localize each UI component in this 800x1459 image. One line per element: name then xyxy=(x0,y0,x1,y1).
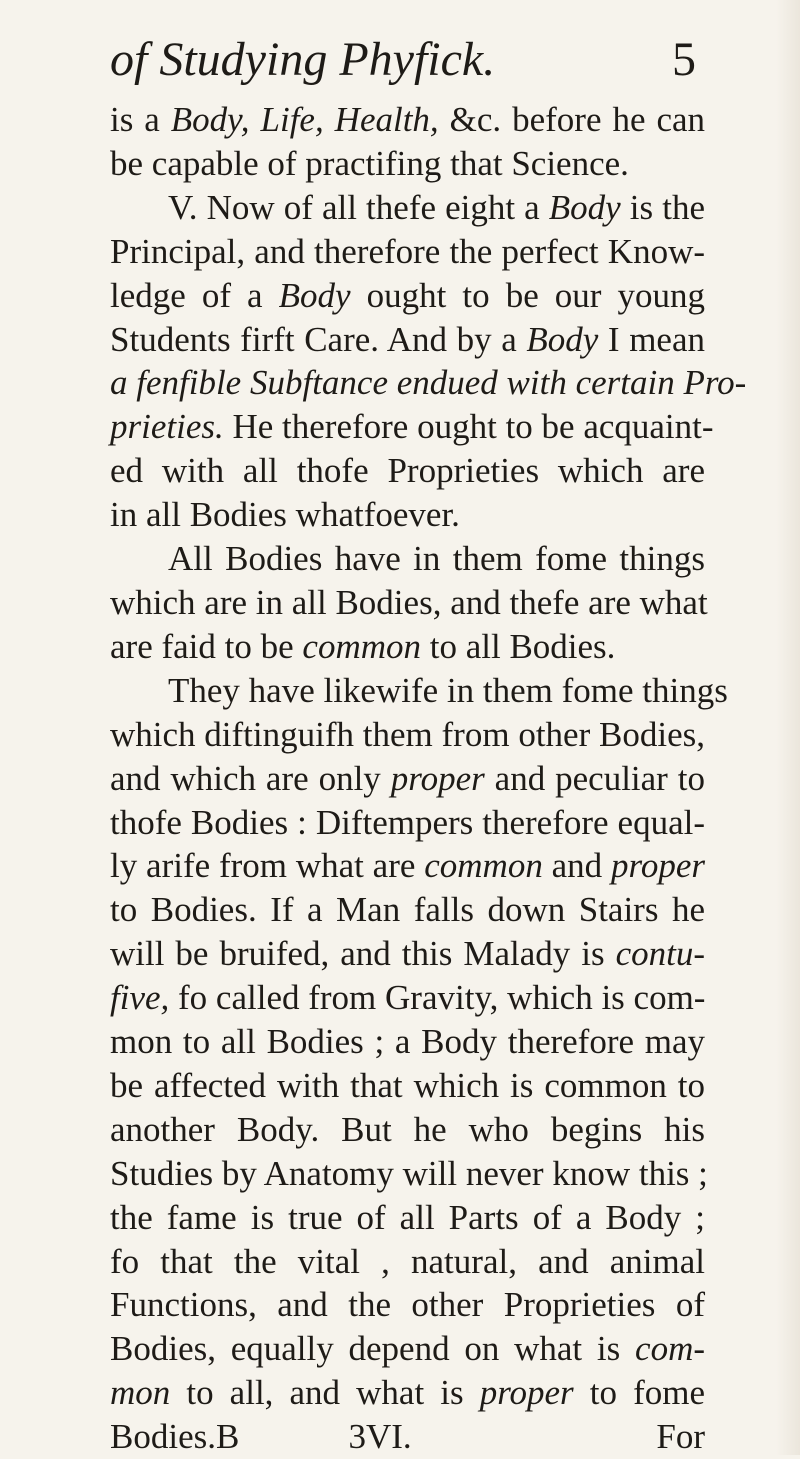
text-segment: thofe Bodies : Diftempers therefore equal- xyxy=(110,802,705,842)
page-header xyxy=(110,20,710,100)
page-gutter-shadow xyxy=(776,0,800,1455)
text-segment: another Body. But he who begins his xyxy=(110,1109,705,1149)
text-line xyxy=(110,888,705,932)
text-line xyxy=(110,274,705,318)
footer-line xyxy=(110,1415,705,1459)
text-segment: fo that the vital , natural, and animal xyxy=(110,1241,705,1281)
text-line xyxy=(110,1152,708,1196)
text-segment: will be bruifed, and this Malady is xyxy=(110,934,616,974)
italic-term: a fenfible Subftance endued with certain Pro- xyxy=(110,363,747,403)
text-line xyxy=(110,318,705,362)
text-segment: Functions, and the other Proprieties of xyxy=(110,1285,705,1325)
text-line xyxy=(110,1283,705,1327)
page-number: 5 xyxy=(672,33,696,86)
text-line xyxy=(110,449,705,493)
text-segment: ledge of a xyxy=(110,275,279,315)
italic-term: proper xyxy=(390,758,485,798)
text-segment: is a xyxy=(110,100,171,139)
text-line xyxy=(110,1327,705,1371)
text-segment: V. Now of all thefe eight a xyxy=(168,187,549,227)
text-segment: and xyxy=(542,846,612,886)
text-line xyxy=(110,1020,705,1064)
text-segment: which are in all Bodies, and thefe are what xyxy=(110,582,708,622)
text-line xyxy=(110,1196,705,1240)
italic-term: proper xyxy=(479,1373,574,1413)
italic-term: mon xyxy=(110,1373,171,1413)
text-segment: ly arife from what are xyxy=(110,846,425,886)
text-segment: which diftinguifh them from other Bodies, xyxy=(110,714,705,754)
text-line xyxy=(110,669,728,713)
text-segment: &c. before he can xyxy=(438,100,706,139)
text-line xyxy=(110,801,705,845)
text-segment: They have likewife in them fome things xyxy=(168,670,728,710)
text-segment: in all Bodies whatfoever. xyxy=(110,495,460,535)
text-segment: All Bodies have in them fome things xyxy=(168,539,705,579)
text-segment xyxy=(324,100,335,139)
text-segment: are faid to be xyxy=(110,626,303,666)
text-segment: Students firft Care. And by a xyxy=(110,319,527,359)
italic-term: five, xyxy=(110,978,170,1018)
text-segment: is the xyxy=(620,187,705,227)
text-segment: Studies by Anatomy will never know this ; xyxy=(110,1153,708,1193)
text-segment: and peculiar to xyxy=(484,758,705,798)
italic-term: Body xyxy=(526,319,599,359)
text-line xyxy=(110,844,705,888)
text-line xyxy=(110,405,714,449)
text-line xyxy=(110,361,747,405)
italic-term: com- xyxy=(635,1329,705,1369)
text-segment: fo called from Gravity, which is com- xyxy=(169,978,706,1018)
text-segment: ed with all thofe Proprieties which are xyxy=(110,451,705,491)
text-line xyxy=(110,230,705,274)
text-segment: mon to all Bodies ; a Body therefore may xyxy=(110,1022,705,1062)
text-line xyxy=(110,1108,705,1152)
italic-term: prieties. xyxy=(110,407,224,447)
italic-term: Health, xyxy=(334,100,439,139)
text-segment: Principal, and therefore the perfect Know- xyxy=(110,231,705,271)
text-line xyxy=(110,1240,705,1284)
running-title: of Studying Phyfick. xyxy=(110,33,496,86)
text-segment: and which are only xyxy=(110,758,391,798)
text-segment: to all, and what is xyxy=(170,1373,480,1413)
text-segment: to Bodies. If a Man falls down Stairs he xyxy=(110,890,705,930)
text-segment: be affected with that which is common to xyxy=(110,1065,705,1105)
text-segment: He therefore ought to be acquaint- xyxy=(223,407,714,447)
text-line xyxy=(110,757,705,801)
text-line xyxy=(110,713,705,757)
text-line xyxy=(110,98,705,142)
text-segment: be capable of practifing that Science. xyxy=(110,143,629,183)
text-segment: I mean xyxy=(598,319,705,359)
italic-term: common xyxy=(302,626,421,666)
text-line xyxy=(110,976,705,1020)
body-text xyxy=(110,98,747,1459)
text-segment: the fame is true of all Parts of a Body ; xyxy=(110,1197,705,1237)
text-line xyxy=(110,537,705,581)
text-segment: to fome xyxy=(573,1373,706,1413)
signature-mark: B 3 xyxy=(215,1417,366,1457)
text-line xyxy=(110,1371,705,1415)
text-line xyxy=(110,186,705,230)
text-line xyxy=(110,1064,705,1108)
italic-term: Body, xyxy=(170,100,250,139)
italic-term: contu- xyxy=(615,934,705,974)
italic-term: Body xyxy=(548,187,621,227)
text-segment xyxy=(250,100,261,139)
text-line xyxy=(110,581,708,625)
text-line xyxy=(110,932,705,976)
italic-term: Life, xyxy=(260,100,324,139)
italic-term: proper xyxy=(611,846,705,886)
text-line xyxy=(110,625,705,669)
catchword: VI. For xyxy=(365,1417,705,1457)
italic-term: Body xyxy=(278,275,351,315)
text-line xyxy=(110,493,705,537)
text-segment: to all Bodies. xyxy=(421,626,616,666)
italic-term: common xyxy=(424,846,543,886)
last-word: Bodies. xyxy=(110,1417,216,1457)
text-line xyxy=(110,142,705,186)
text-segment: Bodies, equally depend on what is xyxy=(110,1329,636,1369)
text-segment: ought to be our young xyxy=(350,275,705,315)
